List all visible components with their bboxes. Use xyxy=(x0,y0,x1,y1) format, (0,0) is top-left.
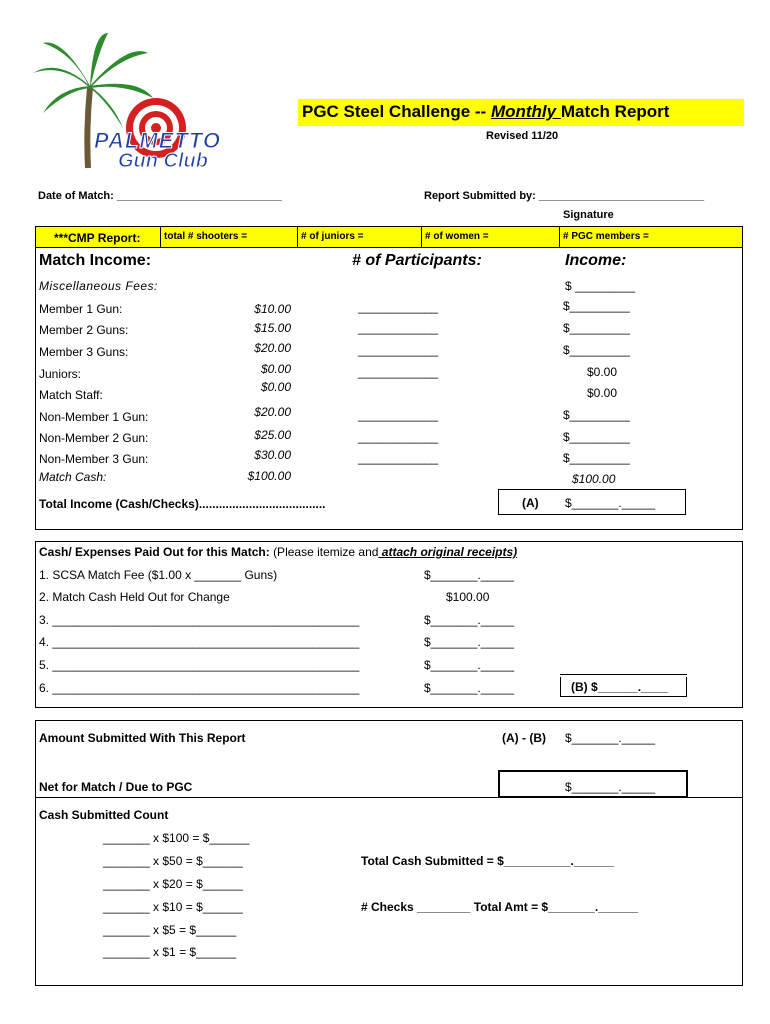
amount-submitted-value[interactable]: $_______._____ xyxy=(565,731,656,745)
date-field[interactable]: Date of Match: ___________________________ xyxy=(38,190,283,202)
income-row-fee: $10.00 xyxy=(254,302,291,316)
signature-label: Signature xyxy=(563,209,614,221)
logo-line2: Gun Club xyxy=(118,150,208,172)
expenses-note-emph: attach original receipts) xyxy=(378,545,518,559)
expense-row-label[interactable]: 5. ______________________________________________ xyxy=(39,658,360,672)
checks-total[interactable]: # Checks ________ Total Amt = $_______.______ xyxy=(361,900,639,914)
income-row-income: $0.00 xyxy=(587,365,618,379)
total-income-marker: (A) xyxy=(522,496,539,510)
cmp-women-cell[interactable] xyxy=(422,227,560,247)
cmp-juniors-cell[interactable] xyxy=(298,227,422,247)
net-due-label: Net for Match / Due to PGC xyxy=(39,780,193,794)
match-cash-fee: $100.00 xyxy=(247,469,291,483)
cash-count-row[interactable]: _______ x $5 = $______ xyxy=(103,923,237,937)
income-row-participants[interactable]: ____________ xyxy=(358,343,439,357)
income-row-income[interactable]: $_________ xyxy=(563,321,630,335)
income-row-participants[interactable]: ____________ xyxy=(358,408,439,422)
income-row-income[interactable]: $_________ xyxy=(563,299,630,313)
income-header: Income: xyxy=(565,252,627,269)
income-row-fee: $20.00 xyxy=(254,405,291,419)
expense-row-value[interactable]: $_______._____ xyxy=(424,568,515,582)
expenses-note: (Please itemize and xyxy=(273,545,379,559)
expense-row-label: 2. Match Cash Held Out for Change xyxy=(39,590,230,604)
income-row-participants[interactable]: ____________ xyxy=(358,300,439,314)
cash-count-row[interactable]: _______ x $100 = $______ xyxy=(103,831,250,845)
amount-submitted-marker: (A) - (B) xyxy=(502,731,546,745)
logo-line1: PALMETTO xyxy=(94,128,221,153)
income-row-participants[interactable]: ____________ xyxy=(358,365,439,379)
total-cash-submitted[interactable]: Total Cash Submitted = $__________.______ xyxy=(361,854,614,868)
income-row-income[interactable]: $_________ xyxy=(563,430,630,444)
income-row-fee: $15.00 xyxy=(254,321,291,335)
cmp-members-cell[interactable] xyxy=(560,227,743,247)
net-due-box[interactable] xyxy=(498,770,688,798)
expense-row-value[interactable]: $_______._____ xyxy=(424,613,515,627)
income-row-income[interactable]: $_________ xyxy=(563,451,630,465)
match-cash-income: $100.00 xyxy=(572,472,616,486)
cmp-members-label: # PGC members = xyxy=(563,231,649,242)
cash-count-row[interactable]: _______ x $1 = $______ xyxy=(103,945,237,959)
expense-row-label[interactable]: 1. SCSA Match Fee ($1.00 x _______ Guns) xyxy=(39,568,278,582)
income-row-fee: $30.00 xyxy=(254,448,291,462)
expense-row-value[interactable]: $_______._____ xyxy=(424,681,515,695)
income-row-participants[interactable]: ____________ xyxy=(358,321,439,335)
income-row-fee: $0.00 xyxy=(260,380,291,394)
income-row-label: Non-Member 2 Gun: xyxy=(39,431,149,445)
expenses-total-value: (B) $______.____ xyxy=(571,680,668,694)
title-part1: PGC Steel Challenge -- xyxy=(302,102,491,121)
income-row-label: Member 3 Guns: xyxy=(39,345,129,359)
title-emph: Monthly xyxy=(490,102,561,121)
income-row-income[interactable]: $_________ xyxy=(563,408,630,422)
amount-submitted-label: Amount Submitted With This Report xyxy=(39,731,246,745)
cmp-total-cell[interactable] xyxy=(160,227,298,247)
expenses-total-rule xyxy=(560,674,687,675)
cash-count-row[interactable]: _______ x $20 = $______ xyxy=(103,877,243,891)
expense-row-label[interactable]: 6. ______________________________________________ xyxy=(39,681,360,695)
income-row-label: Match Staff: xyxy=(39,388,103,402)
cmp-label: ***CMP Report: xyxy=(54,231,141,245)
submitted-by-field[interactable]: Report Submitted by: ___________________________ xyxy=(424,190,705,202)
cmp-women-label: # of women = xyxy=(425,231,489,242)
participants-header: # of Participants: xyxy=(352,252,482,269)
cash-count-title: Cash Submitted Count xyxy=(39,808,169,822)
page-title xyxy=(302,102,669,122)
income-row-income: $0.00 xyxy=(587,386,618,400)
cmp-juniors-label: # of juniors = xyxy=(301,231,364,242)
income-row-label: Member 1 Gun: xyxy=(39,302,123,316)
expense-row-value: $100.00 xyxy=(446,590,490,604)
expenses-title: Cash/ Expenses Paid Out for this Match: xyxy=(39,545,270,559)
total-income-value: $_______._____ xyxy=(565,496,656,510)
expense-row-value[interactable]: $_______._____ xyxy=(424,658,515,672)
title-banner xyxy=(298,99,744,126)
cash-count-row[interactable]: _______ x $10 = $______ xyxy=(103,900,243,914)
expense-row-value[interactable]: $_______._____ xyxy=(424,635,515,649)
net-due-value: $_______._____ xyxy=(565,780,656,794)
income-row-label: Non-Member 1 Gun: xyxy=(39,410,149,424)
cmp-report-bar xyxy=(35,226,743,248)
income-row-label: Member 2 Guns: xyxy=(39,323,129,337)
cmp-total-label: total # shooters = xyxy=(164,231,248,242)
match-cash-label: Match Cash: xyxy=(39,470,107,484)
income-row-fee: $25.00 xyxy=(254,428,291,442)
logo xyxy=(28,28,248,178)
cash-count-row[interactable]: _______ x $50 = $______ xyxy=(103,854,243,868)
expense-row-label[interactable]: 4. ______________________________________________ xyxy=(39,635,360,649)
income-row-label: Juniors: xyxy=(39,367,82,381)
misc-fees-income[interactable]: $ _________ xyxy=(565,279,636,293)
revised-note: Revised 11/20 xyxy=(486,130,559,142)
income-row-participants[interactable]: ____________ xyxy=(358,430,439,444)
income-title: Match Income: xyxy=(39,252,152,269)
income-row-income[interactable]: $_________ xyxy=(563,343,630,357)
income-row-fee: $0.00 xyxy=(260,362,291,376)
misc-fees-label: Miscellaneous Fees: xyxy=(39,279,158,293)
title-part2: Match Report xyxy=(560,102,670,121)
total-income-label: Total Income (Cash/Checks)...................................... xyxy=(39,497,326,511)
expenses-total-box[interactable] xyxy=(560,677,687,697)
expense-row-label[interactable]: 3. ______________________________________________ xyxy=(39,613,360,627)
expenses-heading xyxy=(39,545,517,559)
income-row-label: Non-Member 3 Gun: xyxy=(39,452,149,466)
income-row-fee: $20.00 xyxy=(254,341,291,355)
total-income-box[interactable] xyxy=(498,489,686,515)
income-row-participants[interactable]: ____________ xyxy=(358,451,439,465)
summary-divider xyxy=(35,797,743,798)
